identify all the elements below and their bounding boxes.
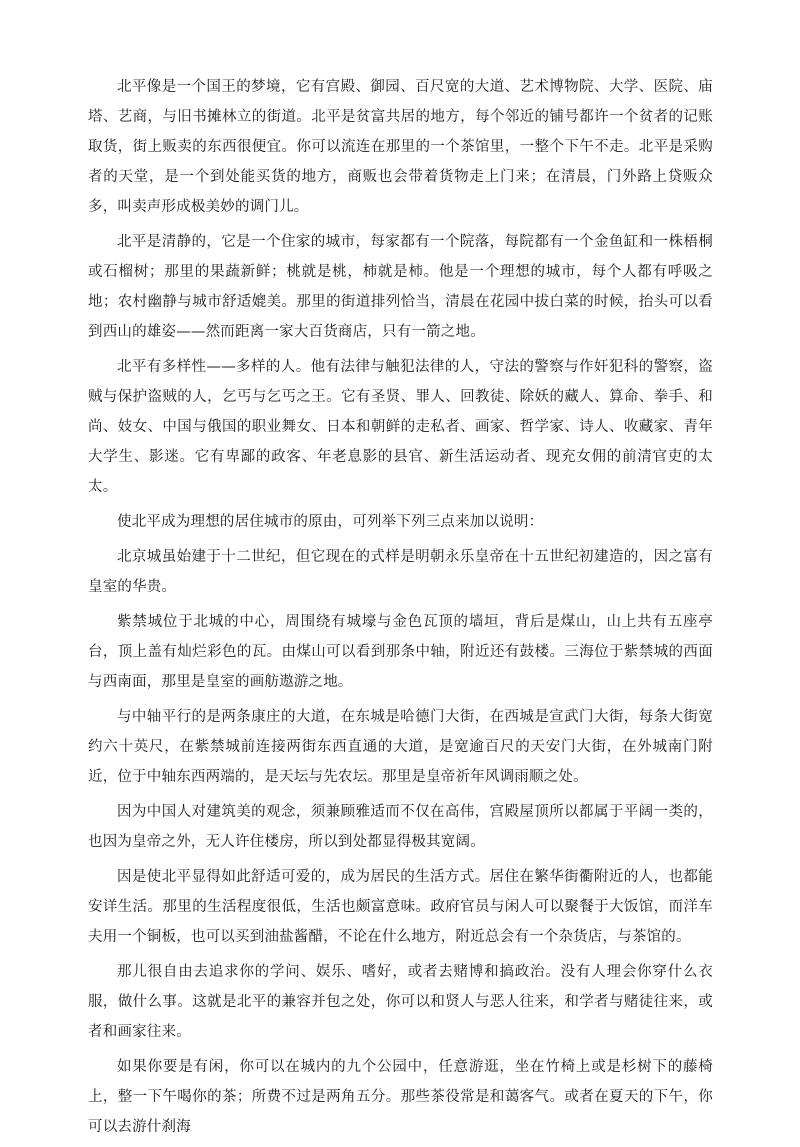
- paragraph-5: 北京城虽始建于十二世纪，但它现在的式样是明朝永乐皇帝在十五世纪初建造的，因之富有皇室的华贵。: [88, 549, 713, 595]
- paragraph-6: 紫禁城位于北城的中心，周围绕有城壕与金色瓦顶的墙垣，背后是煤山，山上共有五座亭台，顶上盖有灿烂彩色的瓦。由煤山可以看到那条中轴，附近还有鼓楼。三海位于紫禁城的西面与西南面，那里是皇室的画舫遨游之地。: [88, 614, 713, 690]
- paragraph-3: 北平有多样性——多样的人。他有法律与触犯法律的人，守法的警察与作奸犯科的警察，盗贼与保护盗贼的人，乞丐与乞丐之王。它有圣贤、罪人、回教徒、除妖的藏人、算命、拳手、和尚、妓女、中国与俄国的职业舞女、日本和朝鲜的走私者、画家、哲学家、诗人、收藏家、青年大学生、影迷。它有卑鄙的政客、年老息影的县官、新生活运动者、现充女佣的前清官吏的太太。: [88, 359, 713, 495]
- paragraph-8: 因为中国人对建筑美的观念，须兼顾雅适而不仅在高伟，宫殿屋顶所以都属于平阔一类的，也因为皇帝之外，无人许住楼房，所以到处都显得极其宽阔。: [88, 804, 713, 850]
- paragraph-10: 那儿很自由去追求你的学问、娱乐、嗜好，或者去赌博和搞政治。没有人理会你穿什么衣服，做什么事。这就是北平的兼容并包之处，你可以和贤人与恶人往来，和学者与赌徒往来，或者和画家往来。: [88, 964, 713, 1040]
- paragraph-2: 北平是清静的，它是一个住家的城市，每家都有一个院落，每院都有一个金鱼缸和一株梧桐或石榴树；那里的果蔬新鲜；桃就是桃，柿就是柿。他是一个理想的城市，每个人都有呼吸之地；农村幽静与城市舒适媲美。那里的街道排列恰当，清晨在花园中拔白菜的时候，抬头可以看到西山的雄姿——然而距离一家大百货商店，只有一箭之地。: [88, 234, 713, 340]
- paragraph-1: 北平像是一个国王的梦境，它有宫殿、御园、百尺宽的大道、艺术博物院、大学、医院、庙塔、艺商，与旧书摊林立的街道。北平是贫富共居的地方，每个邻近的铺号都许一个贫者的记账取货，街上贩卖的东西很便宜。你可以流连在那里的一个茶馆里，一整个下午不走。北平是采购者的天堂，是一个到处能买货的地方，商贩也会带着货物走上门来；在清晨，门外路上贷贩众多，叫卖声形成极美妙的调门儿。: [88, 79, 713, 215]
- paragraph-9: 因是使北平显得如此舒适可爱的，成为居民的生活方式。居住在繁华街衢附近的人，也都能安详生活。那里的生活程度很低，生活也颇富意味。政府官员与闲人可以聚餐于大饭馆，而洋车夫用一个铜板，也可以买到油盐酱醋，不论在什么地方，附近总会有一个杂货店，与茶馆的。: [88, 869, 713, 945]
- paragraph-4: 使北平成为理想的居住城市的原由，可列举下列三点来加以说明：: [117, 514, 544, 530]
- paragraph-11: 如果你要是有闲，你可以在城内的九个公园中，任意游逛，坐在竹椅上或是杉树下的藤椅上，整一下午喝你的茶；所费不过是两角五分。那些茶役常是和蔼客气。或者在夏天的下午，你可以去游什刹海: [88, 1059, 713, 1135]
- document-body: [88, 72, 713, 1147]
- paragraph-7: 与中轴平行的是两条康庄的大道，在东城是哈德门大街，在西城是宣武门大街，每条大街宽约六十英尺，在紫禁城前连接两街东西直通的大道，是宽逾百尺的天安门大街，在外城南门附近，位于中轴东西两端的，是天坛与先农坛。那里是皇帝祈年风调雨顺之处。: [88, 709, 713, 785]
